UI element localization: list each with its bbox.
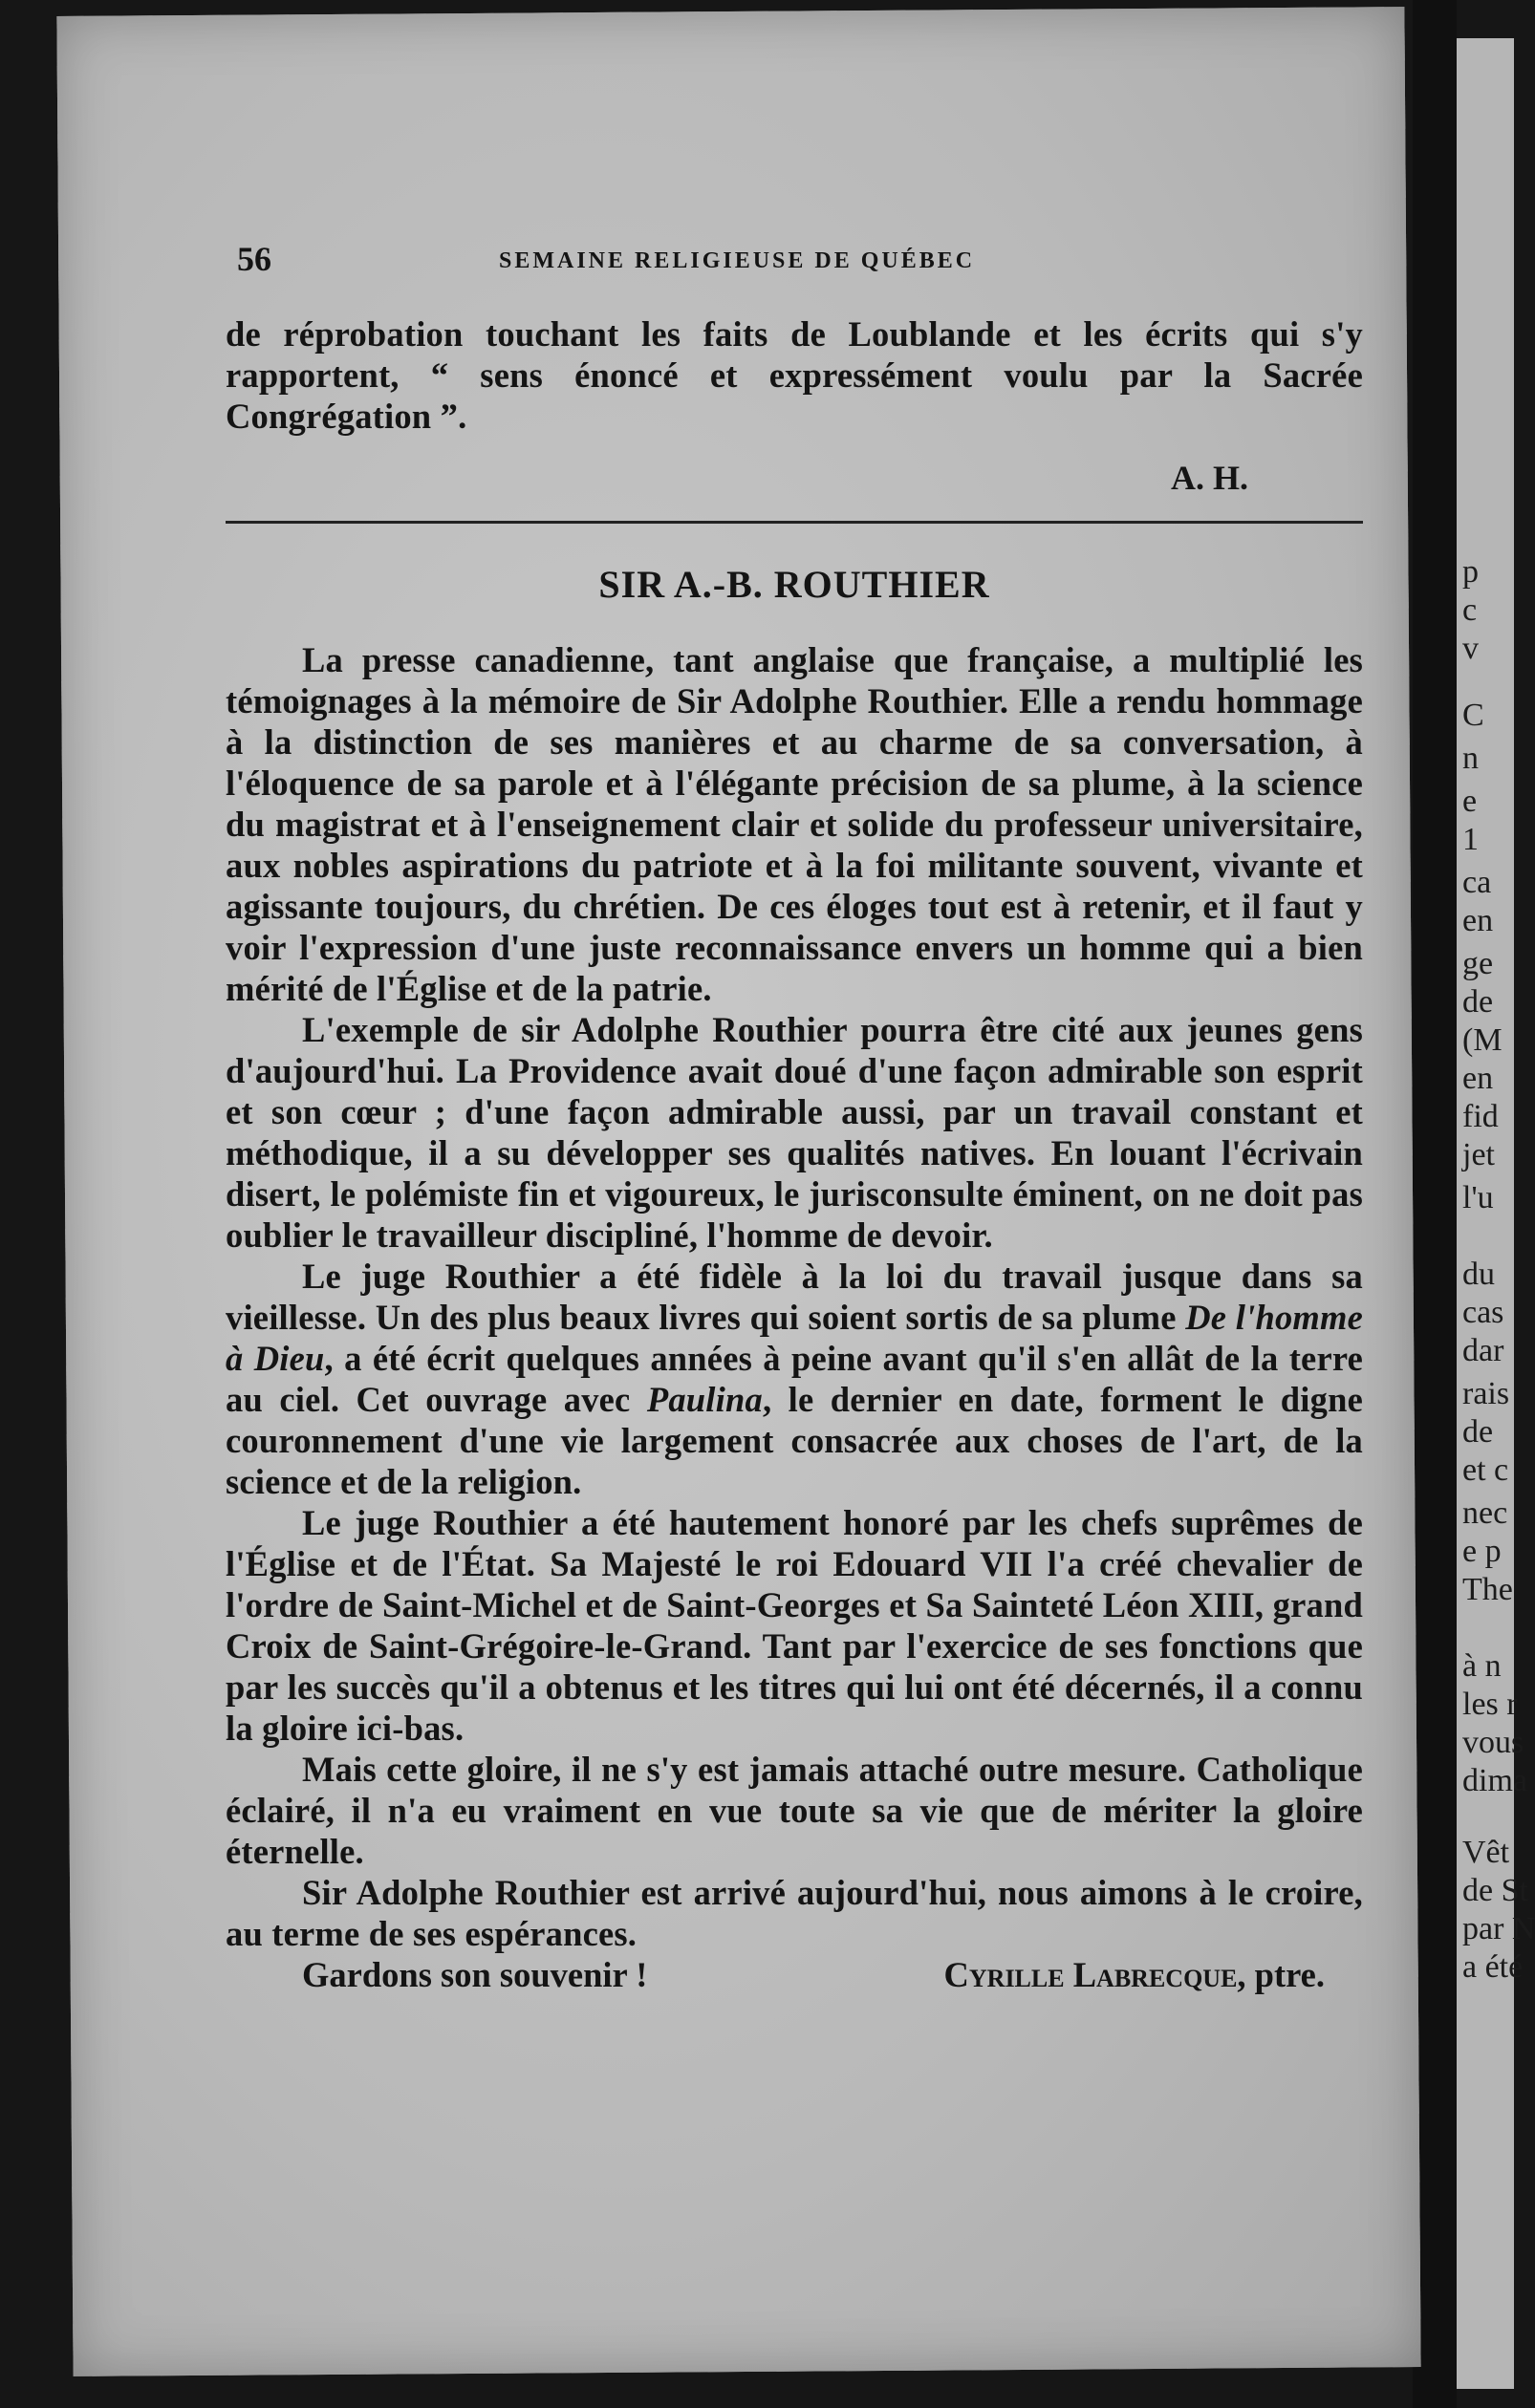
- paragraph-6: Sir Adolphe Routhier est arrivé aujourd'hui, nous aimons à le croire, au terme de ses espérances.: [226, 1873, 1363, 1953]
- adjacent-page-fragment: a été: [1462, 1949, 1524, 1985]
- page-number: 56: [237, 240, 271, 278]
- adjacent-page-fragment: c: [1462, 592, 1478, 628]
- adjacent-page-fragment: dar: [1462, 1333, 1504, 1368]
- paragraph-5: Mais cette gloire, il ne s'y est jamais attaché outre mesure. Catholique éclairé, il n'a eu vraiment en vue toute sa vie que de mériter la gloire éternelle.: [226, 1750, 1363, 1871]
- adjacent-page-fragment: e p: [1462, 1534, 1502, 1569]
- paragraph-3-part-b: , a été écrit quelques années à peine avant qu'il s'en allât de la terre au ciel. Cet ouvrage avec: [226, 1339, 1363, 1419]
- paragraph-3: [226, 1256, 1363, 1502]
- adjacent-page-fragment: du: [1462, 1257, 1495, 1292]
- adjacent-page-fragment: p: [1462, 554, 1479, 590]
- adjacent-page-fragment: en: [1462, 903, 1494, 938]
- article-body: [226, 639, 1363, 1998]
- adjacent-page-fragment: n: [1462, 741, 1479, 776]
- previous-article-signature: A. H.: [1171, 459, 1248, 497]
- paragraph-3-part-a: Le juge Routhier a été fidèle à la loi du travail jusque dans sa vieillesse. Un des plus beaux livres qui soient sortis de sa plume: [226, 1257, 1363, 1337]
- adjacent-page-fragment: de St: [1462, 1873, 1528, 1908]
- adjacent-page-fragment: Vêt: [1462, 1835, 1510, 1870]
- signature-line: [226, 1954, 1363, 1998]
- author-name: Cyrille Labrecque: [943, 1955, 1238, 1994]
- adjacent-page-fragment: nec: [1462, 1495, 1508, 1531]
- adjacent-page-fragment: e: [1462, 784, 1478, 819]
- adjacent-page-fragment: The: [1462, 1572, 1513, 1607]
- adjacent-page-fragment: C: [1462, 698, 1484, 733]
- adjacent-page-fragment: les r: [1462, 1687, 1518, 1722]
- running-head: [226, 239, 1363, 296]
- author-signature: [944, 1954, 1325, 1995]
- adjacent-page-fragment: par N: [1462, 1911, 1535, 1946]
- paragraph-1: La presse canadienne, tant anglaise que française, a multiplié les témoignages à la mémoire de Sir Adolphe Routhier. Elle a rendu hommage à la distinction de ses manières et au charme de sa conversation, à l'éloquence de sa parole et à l'élégante précision de sa plume, à la science du magistrat et à l'enseignement clair et solide du professeur universitaire, aux nobles aspirations du patriote et à la foi militante souvent, vivante et agissante toujours, du chrétien. De ces éloges tout est à retenir, et il faut y voir l'expression d'une juste reconnaissance envers un homme qui a bien mérité de l'Église et de la patrie.: [226, 640, 1363, 1008]
- adjacent-page-fragment: vous: [1462, 1725, 1524, 1760]
- adjacent-page-fragment: ca: [1462, 865, 1492, 900]
- paragraph-2: L'exemple de sir Adolphe Routhier pourra être cité aux jeunes gens d'aujourd'hui. La Providence avait doué d'une façon admirable son esprit et son cœur ; d'une façon admirable aussi, par un travail constant et méthodique, il a su développer ses qualités natives. En louant l'écrivain disert, le polémiste fin et vigoureux, le jurisconsulte éminent, on ne doit pas oublier le travailleur discipliné, l'homme de devoir.: [226, 1010, 1363, 1255]
- author-suffix: , ptre.: [1237, 1955, 1325, 1994]
- page-content: [226, 239, 1363, 1998]
- adjacent-page-fragment: en: [1462, 1061, 1494, 1096]
- adjacent-page-fragment: de: [1462, 984, 1494, 1020]
- article-title: SIR A.-B. ROUTHIER: [598, 563, 990, 606]
- adjacent-page-fragment: fid: [1462, 1099, 1499, 1134]
- adjacent-page-fragment: ge: [1462, 946, 1494, 981]
- adjacent-page-fragment: de: [1462, 1414, 1494, 1450]
- closing-line: Gardons son souvenir !: [302, 1955, 648, 1994]
- adjacent-page-fragment: dima: [1462, 1763, 1527, 1798]
- book-title-paulina: Paulina: [646, 1380, 763, 1419]
- paragraph-3-part-c: , le dernier en date, forment le digne couronnement d'une vie largement consacrée aux choses de l'art, de la science et de la religion.: [226, 1380, 1363, 1501]
- adjacent-page-fragment: v: [1462, 631, 1479, 666]
- adjacent-page-fragment: et c: [1462, 1452, 1509, 1488]
- adjacent-page-fragment: 1: [1462, 822, 1479, 857]
- adjacent-page-fragment: l'u: [1462, 1180, 1494, 1215]
- previous-article-ending: de réprobation touchant les faits de Loublande et les écrits qui s'y rapportent, “ sens énoncé et expressément voulu par la Sacrée Congrégation ”.: [226, 314, 1363, 436]
- book-gutter: [1413, 0, 1457, 2408]
- adjacent-page-fragment: rais: [1462, 1376, 1510, 1411]
- adjacent-page-fragment: jet: [1462, 1137, 1495, 1172]
- adjacent-page-fragment: cas: [1462, 1295, 1504, 1330]
- adjacent-page-fragment: à n: [1462, 1648, 1502, 1684]
- adjacent-page-fragment: (M: [1462, 1022, 1503, 1058]
- paragraph-4: Le juge Routhier a été hautement honoré par les chefs suprêmes de l'Église et de l'État. Sa Majesté le roi Edouard VII l'a créé chevalier de l'ordre de Saint-Michel et de Saint-Georges et Sa Sainteté Léon XIII, grand Croix de Saint-Grégoire-le-Grand. Tant par l'exercice de ses fonctions que par les succès qu'il a obtenus et les titres qui lui ont été décernés, il a connu la gloire ici-bas.: [226, 1503, 1363, 1748]
- book-title-de-lhomme-a-dieu: De l'homme à Dieu: [226, 1298, 1363, 1378]
- section-divider: [226, 521, 1363, 524]
- adjacent-page-edge: [1457, 38, 1535, 2389]
- running-title: SEMAINE RELIGIEUSE DE QUÉBEC: [499, 248, 976, 273]
